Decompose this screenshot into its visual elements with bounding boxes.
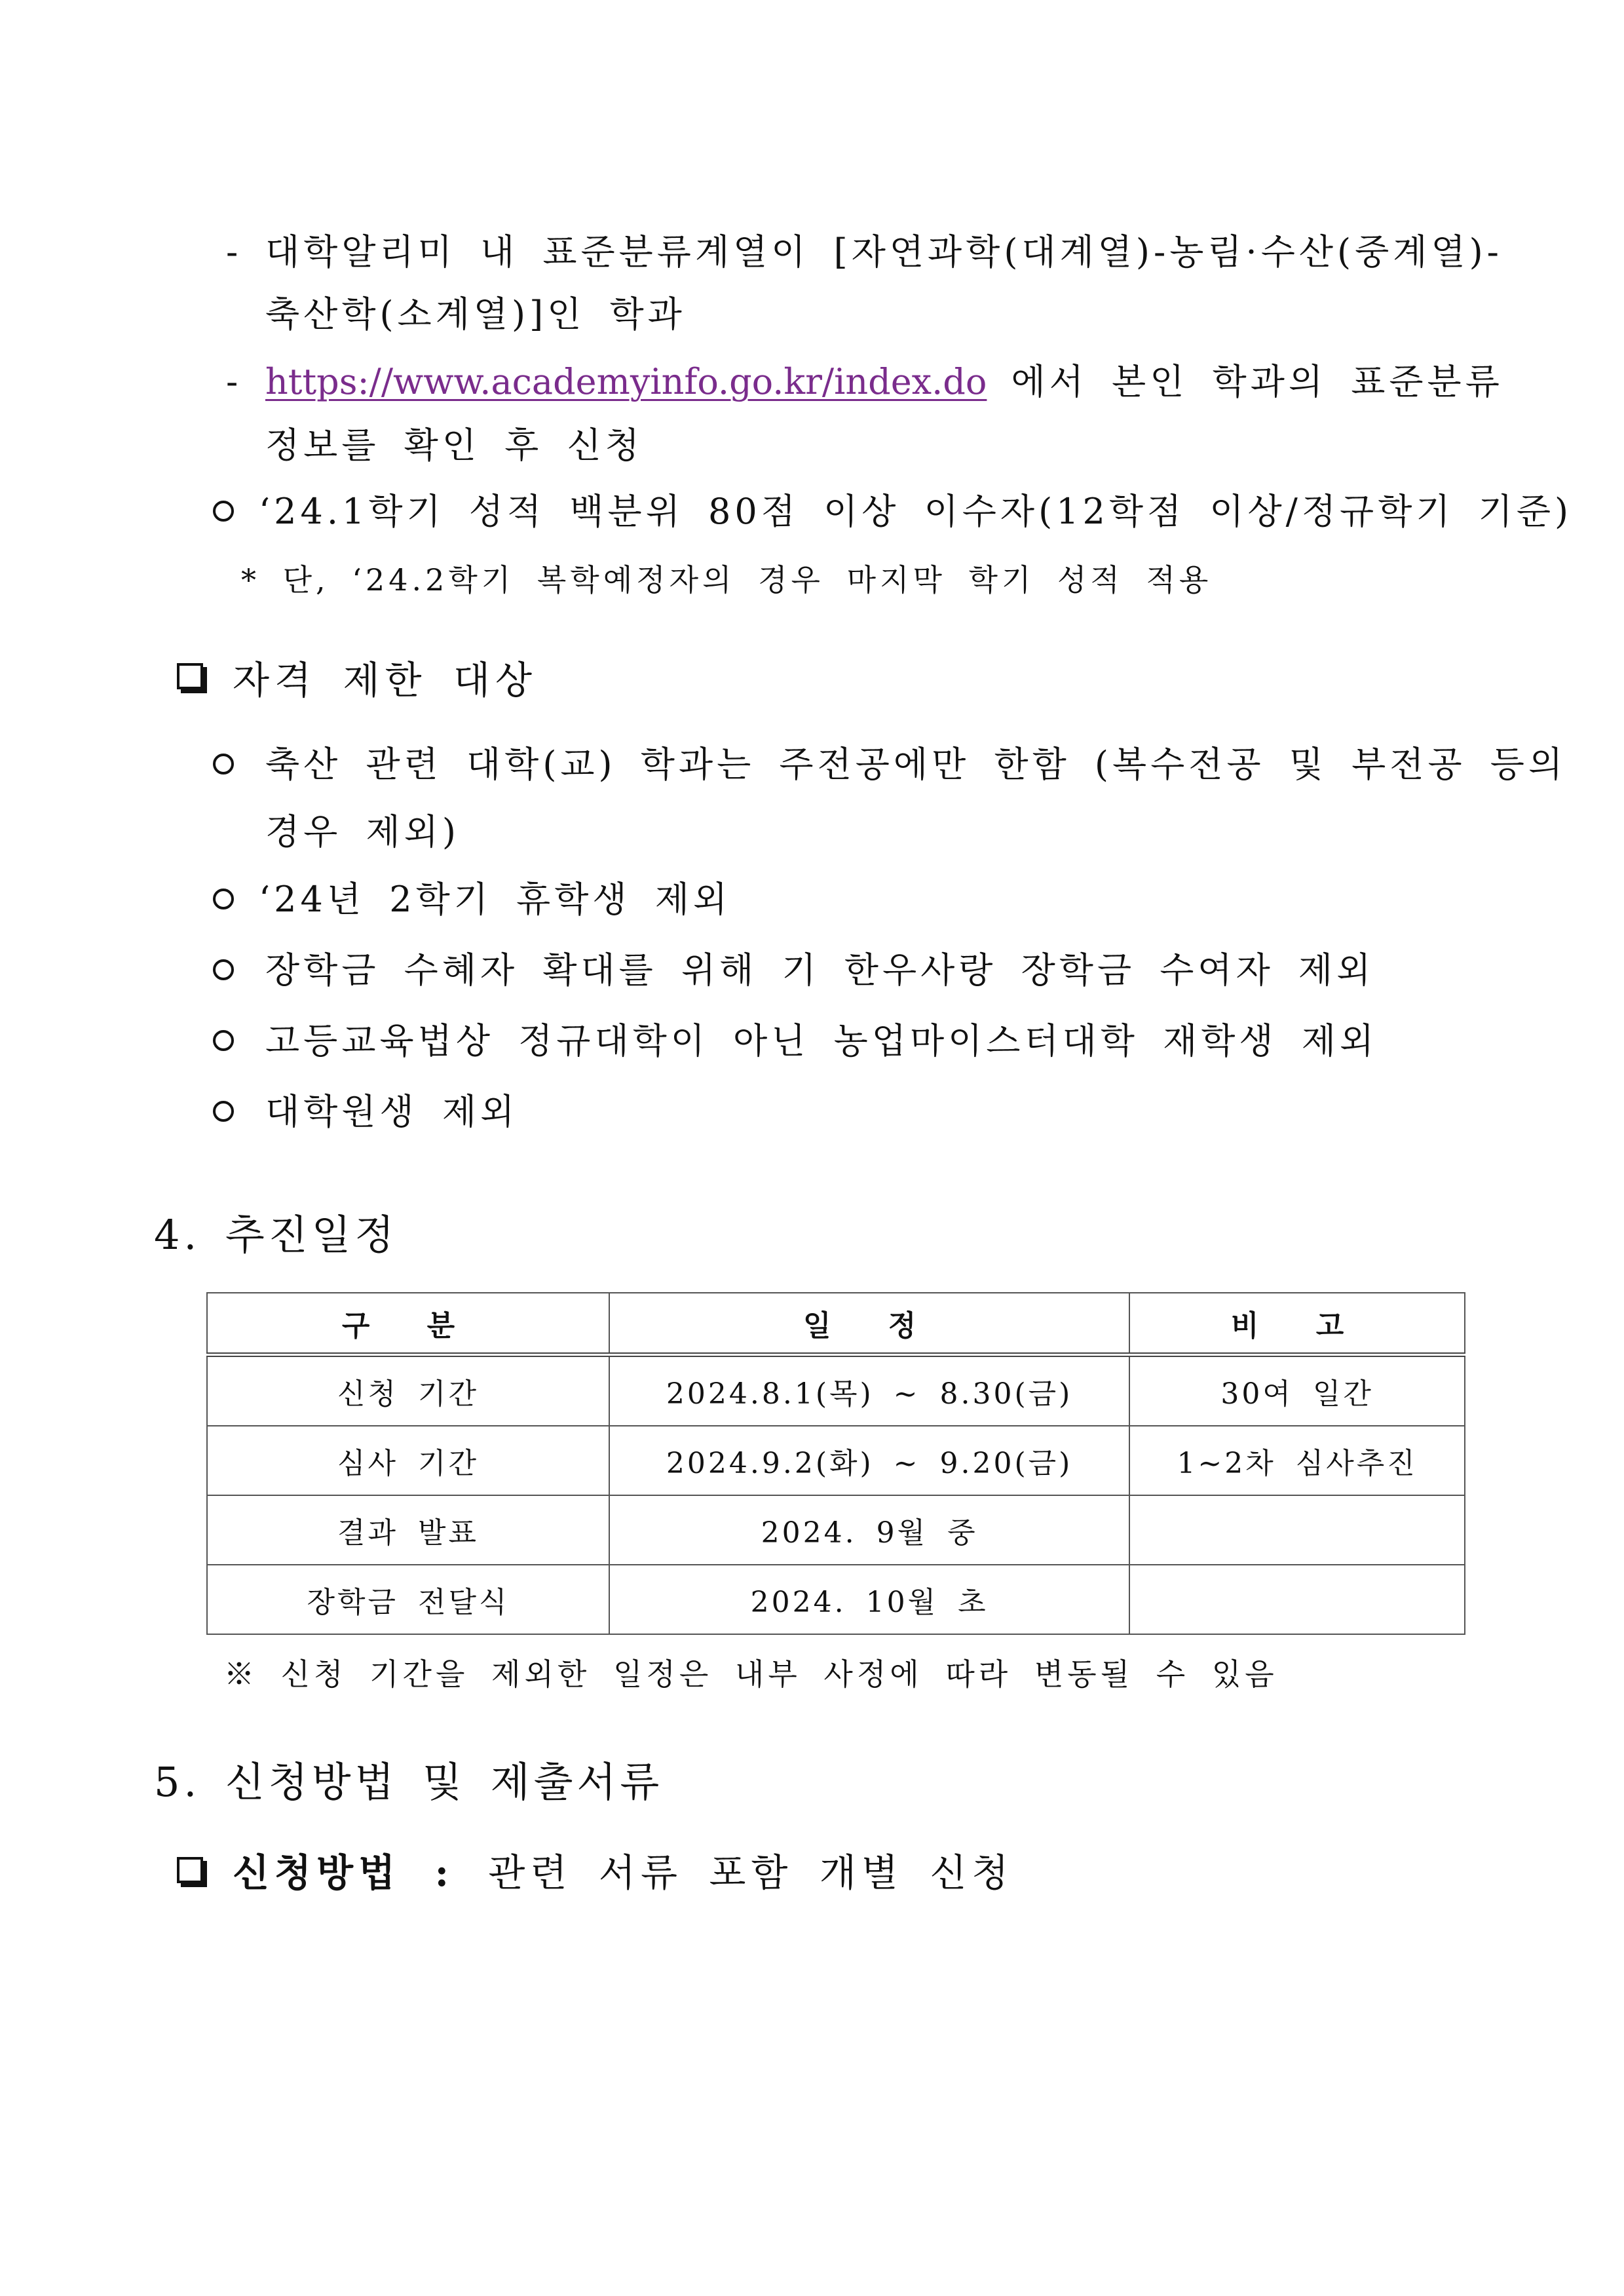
table-row — [207, 1495, 1465, 1565]
table-cell: 2024.8.1(목) ~ 8.30(금) — [609, 1355, 1129, 1426]
application-method-line — [233, 1848, 1013, 1898]
eligibility-dash2-line1 — [265, 359, 1503, 405]
eligibility-dash1-line2: 축산학(소계열)]인 학과 — [265, 294, 686, 335]
table-cell: 1~2차 심사추진 — [1129, 1426, 1465, 1495]
circle-bullet-icon — [213, 754, 234, 775]
circle-bullet-icon — [213, 501, 234, 522]
eligibility-dash1-line1: 대학알리미 내 표준분류계열이 [자연과학(대계열)-농림·수산(중계열)- — [265, 231, 1503, 273]
circle-bullet-icon — [213, 889, 234, 909]
circle-bullet-icon — [213, 959, 234, 980]
application-method-separator: : — [434, 1850, 454, 1895]
table-cell: 2024.9.2(화) ~ 9.20(금) — [609, 1426, 1129, 1495]
academyinfo-link[interactable]: https://www.academyinfo.go.kr/index.do — [265, 361, 987, 402]
schedule-heading: 4. 추진일정 — [154, 1211, 398, 1259]
restriction-item-4: 고등교육법상 정규대학이 아닌 농업마이스터대학 재학생 제외 — [265, 1020, 1378, 1062]
application-method-label: 신청방법 — [233, 1850, 401, 1895]
dash-bullet: - — [226, 361, 238, 402]
table-cell — [1129, 1565, 1465, 1634]
restrictions-heading: 자격 제한 대상 — [233, 658, 538, 702]
table-cell — [1129, 1495, 1465, 1565]
box-bullet-icon — [177, 663, 203, 689]
table-cell: 심사 기간 — [207, 1426, 609, 1495]
table-row — [207, 1355, 1465, 1426]
grade-requirement: ‘24.1학기 성적 백분위 80점 이상 이수자(12학점 이상/정규학기 기준) — [259, 491, 1573, 532]
schedule-table — [206, 1292, 1465, 1635]
schedule-note: ※ 신청 기간을 제외한 일정은 내부 사정에 따라 변동될 수 있음 — [224, 1656, 1278, 1692]
restriction-item-5: 대학원생 제외 — [265, 1091, 519, 1132]
restriction-item-2: ‘24년 2학기 휴학생 제외 — [259, 879, 732, 920]
table-cell: 30여 일간 — [1129, 1355, 1465, 1426]
table-row — [207, 1426, 1465, 1495]
circle-bullet-icon — [213, 1101, 234, 1122]
eligibility-dash2-text: 에서 본인 학과의 표준분류 — [987, 361, 1503, 402]
table-cell: 신청 기간 — [207, 1355, 609, 1426]
dash-bullet: - — [226, 231, 238, 273]
grade-note: * 단, ‘24.2학기 복학예정자의 경우 마지막 학기 성적 적용 — [241, 562, 1213, 598]
application-heading: 5. 신청방법 및 제출서류 — [154, 1758, 664, 1806]
column-header-category: 구 분 — [207, 1293, 609, 1355]
eligibility-dash2-line2: 정보를 확인 후 신청 — [265, 425, 643, 466]
table-cell: 2024. 10월 초 — [609, 1565, 1129, 1634]
circle-bullet-icon — [213, 1030, 234, 1051]
table-row — [207, 1565, 1465, 1634]
box-bullet-icon — [177, 1857, 203, 1883]
restriction-item-1-line1: 축산 관련 대학(교) 학과는 주전공에만 한함 (복수전공 및 부전공 등의 — [265, 744, 1567, 785]
restriction-item-1-line2: 경우 제외) — [265, 811, 460, 852]
application-method-text: 관련 서류 포함 개별 신청 — [488, 1850, 1014, 1895]
column-header-schedule: 일 정 — [609, 1293, 1129, 1355]
column-header-remarks: 비 고 — [1129, 1293, 1465, 1355]
restriction-item-3: 장학금 수혜자 확대를 위해 기 한우사랑 장학금 수여자 제외 — [265, 949, 1375, 991]
table-cell: 2024. 9월 중 — [609, 1495, 1129, 1565]
table-header-row — [207, 1293, 1465, 1355]
table-cell: 장학금 전달식 — [207, 1565, 609, 1634]
table-cell: 결과 발표 — [207, 1495, 609, 1565]
